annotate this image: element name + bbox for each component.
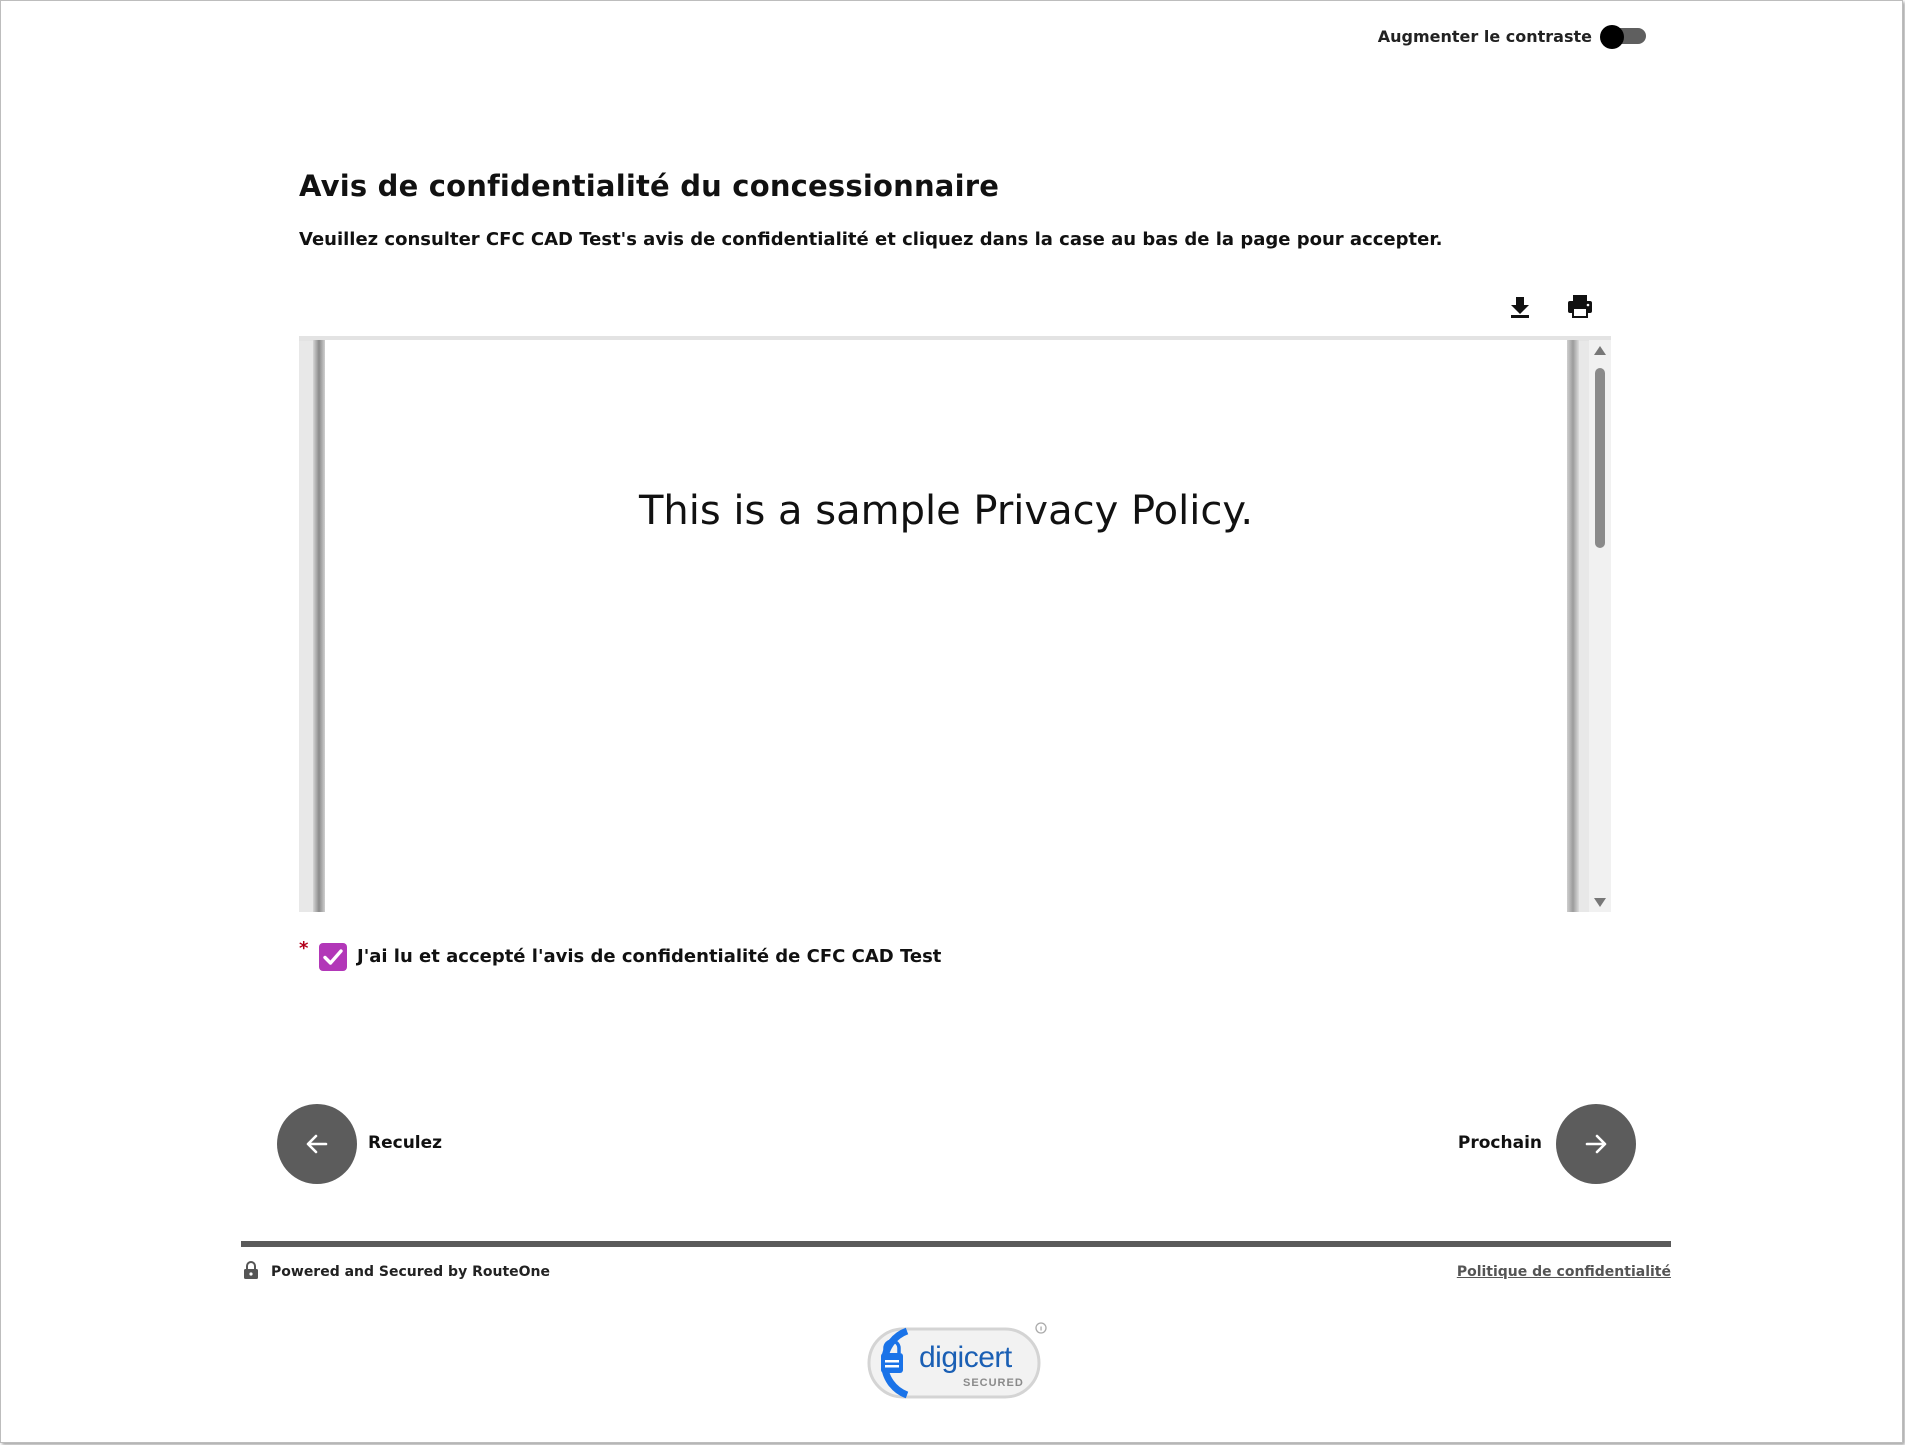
required-marker: * — [299, 938, 309, 959]
arrow-right-icon — [1582, 1130, 1610, 1158]
document-viewer[interactable] — [299, 336, 1611, 912]
download-button[interactable] — [1505, 291, 1535, 321]
page-instructions: Veuillez consulter CFC CAD Test's avis de confidentialité et cliquez dans la case au bas de la page pour accepter. — [299, 229, 1443, 250]
contrast-toggle[interactable] — [1600, 25, 1646, 47]
viewer-scrollbar[interactable] — [1589, 340, 1611, 912]
lock-icon — [243, 1261, 259, 1279]
page-edge-right — [1567, 340, 1579, 912]
digicert-wordmark: digicert — [919, 1341, 1012, 1374]
toggle-knob — [1600, 25, 1624, 49]
scroll-down-arrow-icon[interactable] — [1594, 898, 1606, 907]
privacy-policy-link[interactable]: Politique de confidentialité — [1456, 1264, 1671, 1280]
back-button-label[interactable]: Reculez — [368, 1133, 443, 1153]
accept-checkbox[interactable] — [319, 943, 347, 971]
document-text: This is a sample Privacy Policy. — [638, 488, 1254, 534]
document-page — [325, 340, 1567, 912]
page-title: Avis de confidentialité du concessionnaire — [299, 169, 1000, 203]
contrast-toggle-label: Augmenter le contraste — [1377, 26, 1592, 46]
checkmark-icon — [322, 946, 344, 968]
download-icon — [1505, 291, 1535, 321]
digicert-seal[interactable] — [859, 1319, 1049, 1403]
footer-divider — [241, 1241, 1671, 1247]
accept-checkbox-label[interactable]: J'ai lu et accepté l'avis de confidentialité de CFC CAD Test — [357, 946, 942, 967]
arrow-left-icon — [303, 1130, 331, 1158]
back-button[interactable] — [277, 1104, 357, 1184]
scroll-up-arrow-icon[interactable] — [1594, 346, 1606, 355]
contrast-toggle-group[interactable] — [1378, 25, 1646, 47]
scroll-thumb[interactable] — [1595, 368, 1605, 548]
next-button-label[interactable]: Prochain — [1457, 1133, 1542, 1153]
page-edge-left — [313, 340, 325, 912]
digicert-secured-text: SECURED — [963, 1377, 1024, 1389]
next-button[interactable] — [1556, 1104, 1636, 1184]
print-button[interactable] — [1565, 291, 1595, 321]
powered-by-text: Powered and Secured by RouteOne — [271, 1264, 550, 1280]
print-icon — [1565, 291, 1595, 321]
